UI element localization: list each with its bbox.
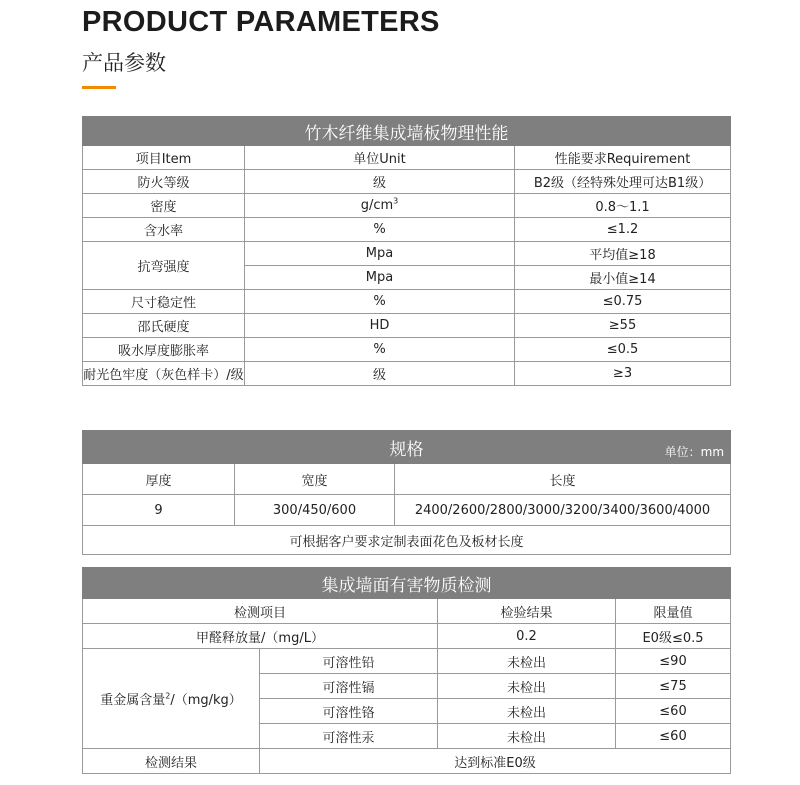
spec-custom-note: 可根据客户要求定制表面花色及板材长度 [83, 526, 731, 555]
row-item: 尺寸稳定性 [83, 290, 245, 314]
page-title-en: PRODUCT PARAMETERS [82, 6, 440, 38]
row-requirement: ≤0.5 [515, 338, 731, 362]
table-row [83, 624, 731, 649]
row-result: 未检出 [438, 724, 616, 749]
row-unit: % [245, 338, 515, 362]
row-item: 吸水厚度膨胀率 [83, 338, 245, 362]
col-header-thickness: 厚度 [83, 464, 235, 495]
table-row [83, 749, 731, 774]
col-header-item: 项目Item [83, 146, 245, 170]
spec-unit-note: 单位：mm [664, 445, 725, 459]
table-row [83, 170, 731, 194]
heavy-metal-label [83, 649, 260, 749]
row-item: 耐光色牢度（灰色样卡）/级 [83, 362, 245, 386]
table-row [83, 194, 731, 218]
row-limit: ≤60 [616, 724, 731, 749]
row-requirement: ≥3 [515, 362, 731, 386]
harmful-table-title: 集成墙面有害物质检测 [83, 568, 731, 599]
row-unit: Mpa [245, 266, 515, 290]
row-requirement: ≤1.2 [515, 218, 731, 242]
metal-name: 可溶性铬 [260, 699, 438, 724]
row-item: 含水率 [83, 218, 245, 242]
col-header-width: 宽度 [235, 464, 395, 495]
page-title-cn: 产品参数 [82, 51, 166, 75]
row-unit: Mpa [245, 242, 515, 266]
specification-table [82, 430, 731, 555]
row-result: 未检出 [438, 674, 616, 699]
row-item: 密度 [83, 194, 245, 218]
col-header-unit: 单位Unit [245, 146, 515, 170]
table-row [83, 242, 731, 266]
length-value: 2400/2600/2800/3000/3200/3400/3600/4000 [395, 495, 731, 526]
heavy-metal-label-text: 重金属含量 [100, 693, 166, 708]
row-unit: % [245, 218, 515, 242]
row-item: 邵氏硬度 [83, 314, 245, 338]
row-requirement: 最小值≥14 [515, 266, 731, 290]
conclusion-value: 达到标准E0级 [260, 749, 731, 774]
row-result: 未检出 [438, 699, 616, 724]
row-requirement: ≤0.75 [515, 290, 731, 314]
row-unit: % [245, 290, 515, 314]
row-result: 未检出 [438, 649, 616, 674]
row-unit: 级 [245, 170, 515, 194]
col-header-limit: 限量值 [616, 599, 731, 624]
row-requirement: ≥55 [515, 314, 731, 338]
col-header-test-result: 检验结果 [438, 599, 616, 624]
row-limit: ≤60 [616, 699, 731, 724]
metal-name: 可溶性铅 [260, 649, 438, 674]
spec-table-title [83, 431, 731, 464]
unit-superscript: 3 [393, 196, 399, 206]
row-item: 甲醛释放量/（mg/L） [83, 624, 438, 649]
row-unit: HD [245, 314, 515, 338]
metal-name: 可溶性镉 [260, 674, 438, 699]
width-value: 300/450/600 [235, 495, 395, 526]
physical-properties-table [82, 116, 731, 386]
table-row [83, 314, 731, 338]
harmful-substance-table [82, 567, 731, 774]
metal-name: 可溶性汞 [260, 724, 438, 749]
table-row [83, 290, 731, 314]
row-requirement: 0.8～1.1 [515, 194, 731, 218]
row-requirement: B2级（经特殊处理可达B1级） [515, 170, 731, 194]
title-accent-bar [82, 86, 116, 89]
row-unit [245, 194, 515, 218]
row-limit: ≤90 [616, 649, 731, 674]
table-row [83, 218, 731, 242]
thickness-value: 9 [83, 495, 235, 526]
table-row [83, 362, 731, 386]
row-item: 抗弯强度 [83, 242, 245, 290]
heavy-metal-superscript: 2 [165, 691, 171, 701]
row-item: 防火等级 [83, 170, 245, 194]
row-unit: 级 [245, 362, 515, 386]
conclusion-label: 检测结果 [83, 749, 260, 774]
col-header-test-item: 检测项目 [83, 599, 438, 624]
row-limit: E0级≤0.5 [616, 624, 731, 649]
physical-table-title: 竹木纤维集成墙板物理性能 [83, 117, 731, 146]
table-row [83, 338, 731, 362]
unit-text: g/cm [360, 198, 394, 213]
row-requirement: 平均值≥18 [515, 242, 731, 266]
col-header-requirement: 性能要求Requirement [515, 146, 731, 170]
table-row [83, 495, 731, 526]
heavy-metal-unit: /（mg/kg） [170, 693, 242, 708]
row-result: 0.2 [438, 624, 616, 649]
row-limit: ≤75 [616, 674, 731, 699]
spec-title-text: 规格 [389, 439, 424, 460]
table-row [83, 649, 731, 674]
col-header-length: 长度 [395, 464, 731, 495]
